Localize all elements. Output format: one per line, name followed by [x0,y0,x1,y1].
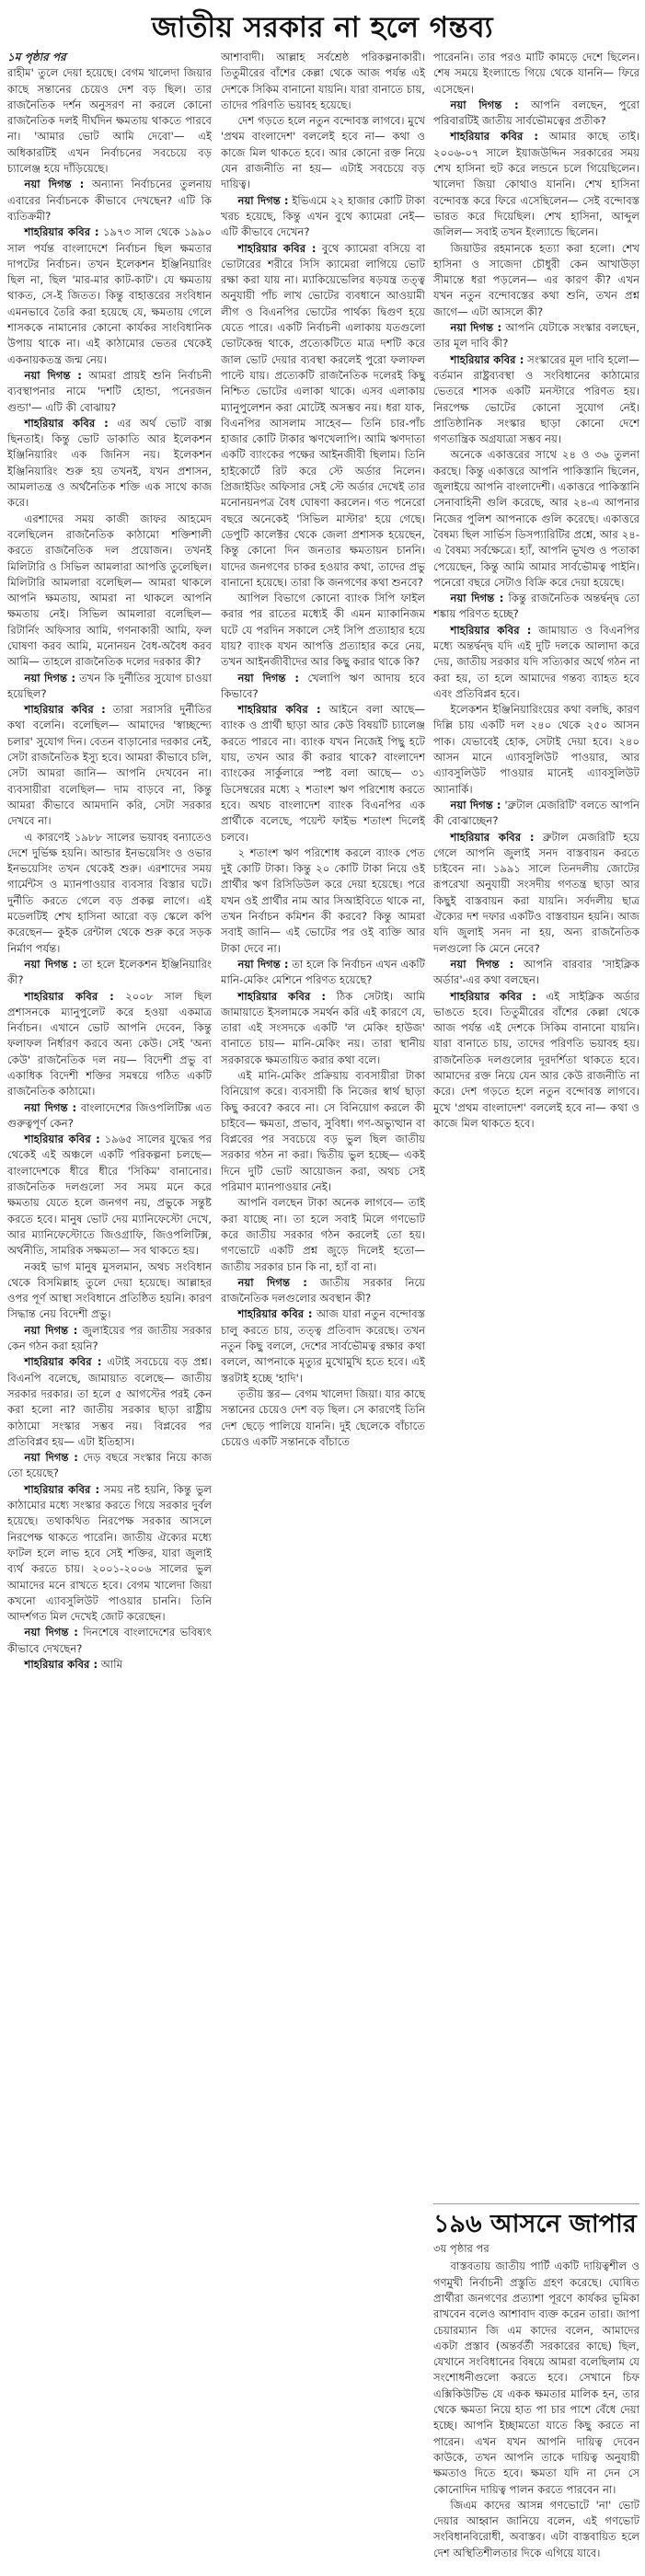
main-headline: জাতীয় সরকার না হলে গন্তব্য [151,11,494,44]
paragraph-text: দেড় বছরে সংস্কার নিয়ে কাজ তো হয়েছে? [7,1451,212,1480]
paragraph [221,113,425,192]
speaker-label: নয়া দিগন্ত : [24,1451,78,1465]
interview-paragraph [221,671,425,703]
interview-paragraph [433,830,639,957]
paragraph-text: তারা সরাসরি দুর্নীতির কথা বলেনি। বলেছিল— আমাদের 'স্বাচ্ছন্দ্যে চলার' সুযোগ দিন। বেতন বাড়ানোর দরকার নেই, সেটা রাজনৈতিক ইস্যু হবে। আমরা কীভাবে চলি, সেটা আমরা জানি— আপনি দেখবেন না। ব্যবসায়ীরা বলেছিল— দাম বাড়বে না, কিন্তু আমরা কীভাবে আমদানি করি, সেটা সরকার দেখবে না। [7,703,212,828]
paragraph-text: ঠিক সেটাই। আমি জামায়াতে ইসলামকে সমর্থন করি এই কারণে যে, তারা এই সংসদকে একটি 'ল মেকিং হাউজ' বানাতে চায়— মানি-মেকিং নয়। তারা স্থানীয় সরকারকে ক্ষমতায়িত করার কথা বলে। [221,989,425,1066]
paragraph-text: ২ শতাংশ ঋণ পরিশোধ করলে ব্যাংক পেত দুই কোটি টাকা। কিন্তু ২০ কোটি টাকা নিয়ে ওই প্রার্থীর ঋণ রিসিডিউল করে দেয়া হয়েছে। পরে যখন ওই প্রার্থীর নাম আর সিআইবিতে থাকে না, তখন নির্বাচন কমিশন কী করবে? কিন্তু আমরা সবাই জানি— এই ভোটের পর ওই ব্যক্তি আর টাকা দেবে না। [221,845,425,955]
interview-paragraph [7,702,212,829]
paragraph [221,1386,425,1450]
paragraph-text: আপিল বিভাগে কোনো ব্যাংক সিপি ফাইল করার পর রাতের মধ্যেই কী এমন ম্যাকানিজম ঘটে যে পরদিন সকালে সেই সিপি প্রত্যাহার হয়ে যায়? ব্যাংক যখন আপত্তি প্রত্যাহার করে নেয়, তখন আইনজীবীদের আর কিছু করার থাকে কি? [221,592,425,669]
interview-paragraph [221,957,425,989]
paragraph-text: এটাই সবচেয়ে বড় প্রশ্ন। বিএনপি বলেছে, জামায়াত বলেছে— জাতীয় সরকার দরকার। তা হলে ৫ আগস্টের পরই কেন করা হলো না? জাতীয় সরকার ছাড়া রাষ্ট্রীয় কাঠামো সংস্কার সম্ভব নয়। বিপ্লবের পর প্রতিবিপ্লব হয়— এটা ইতিহাস। [7,1355,212,1448]
paragraph-text: অনেকে একাত্তরের সাথে ২৪ ও ৩৬ তুলনা করছে। কিন্তু একাত্তরে আপনি পাকিস্তানি ছিলেন, জুলাইয়ে আপনি বাংলাদেশী। একাত্তরে পাকিস্তানি সেনাবাহিনী গুলি করেছে, আর ২৪-এ আপনার নিজের পুলিশ আপনাকে গুলি করেছে। একাত্তরে বৈষম্য ছিল সার্ভিস ডিসপ্যারিটির প্রশ্নে, আর ২৪-এ বৈষম্য সর্বক্ষেত্রে। হ্যাঁ, আপনি ভূখণ্ড ও পতাকা পেয়েছেন, কিন্তু আমি আমার সার্বভৌমত্ব পাইনি। পনেরো বছরে সেটাও বিক্রি করে দেয়া হয়েছে। [433,448,639,589]
interview-paragraph [221,1306,425,1386]
speaker-label: নয়া দিগন্ত : [24,178,85,191]
speaker-label: শাহরিয়ার কবির : [24,1355,102,1369]
interview-paragraph [433,591,639,623]
speaker-label: নয়া দিগন্ত : [450,321,502,335]
paragraph-text: আজ যারা নতুন বন্দোবস্ত চালু করতে চায়, তত্ত্ব প্রতিবাদ করেছে। তখন নতুন কিছু বললে, দেশের সার্বভৌমত্ব রক্ষার কথা বললে, আপনাকে মৃত্যুর মুখোমুখি হতে হবে। এই স্তরটাই হচ্ছে 'হাদি'। [221,1307,425,1385]
paragraph-text: রাহীম' তুলে দেয়া হয়েছে। বেগম খালেদা জিয়ার কাছে সন্তানের চেয়েও দেশ বড় ছিল। তার রাজনৈতিক দর্শন অনুসরণ না করলে কোনো রাজনৈতিক দলই দীর্ঘদিন ক্ষমতায় থাকতে পারবে না। 'আমার ভোট আমি দেবো'— এই অধিকারটিই এখন নির্বাচনের সবচেয়ে বড় চ্যালেঞ্জ হয়ে দাঁড়িয়েছে। [7,66,212,176]
speaker-label: নয়া দিগন্ত : [24,671,76,684]
interview-paragraph [7,1132,212,1259]
speaker-label: শাহরিয়ার কবির : [450,830,535,844]
interview-paragraph [7,1450,212,1482]
interview-paragraph [7,1625,212,1657]
paragraph-text: জাতীয় সরকার নিয়ে রাজনৈতিক দলগুলোর অবস্থান কী? [221,1275,425,1305]
interview-paragraph [221,241,425,592]
interview-paragraph [7,224,212,368]
paragraph-text: আমি [100,1657,123,1671]
paragraph-text: জামায়াত ও বিএনপির মধ্যে অন্তর্দ্বন্দ্ব যদি এই দুটি দলকে আলাদা করে দেয়, জাতীয় সরকার যদি সত্যিকার অর্থে গঠন না করা হয়, তা হলে আমাদের গন্তব্য ব্যাহত হবে এবং প্রতিবিপ্লব হবে। [433,623,639,700]
speaker-label: নয়া দিগন্ত : [450,98,519,111]
speaker-label: শাহরিয়ার কবির : [24,416,109,430]
paragraph-text: ২০০৮ সাল ছিল প্রশাসনকে ম্যানুপুলেট করে হওয়া একমাত্র নির্বাচন। এখানে ভোট আপনি দেবেন, কিন্তু ফলাফল নির্ধারণ করবে অন্য কেউ। সেই 'অন্য কেউ' রাজনৈতিক দল নয়— বিদেশী প্রভু বা একাধিক বিদেশী শক্তির সমন্বয়ে গঠিত একটি রাজনৈতিক কাঠামো। [7,989,212,1098]
paragraph-text: আশাবাদী। আল্লাহ সর্বশ্রেষ্ঠ পরিকল্পনাকারী। তিতুমীরের বাঁশের কেল্লা থেকে আজ পর্যন্ত এই দেশকে সিকিম বানানো যায়নি। যারা বানাতে চায়, তাদের পরিণতি ভয়াবহ হয়েছে। [221,51,425,111]
paragraph-text: জিয়াউর রহমানকে হত্যা করা হলো। শেখ হাসিনা ও সাজেদা চৌধুরী কেন আখাউড়া সীমান্তে ধরা পড়লেন— এর কারণ কী? এখন যখন নতুন বন্দোবস্তের কথা শুনি, তখন প্রশ্ন জাগে— এটা আসলে কী? [433,241,639,318]
paragraph [7,1259,212,1323]
paragraph-text: অন্যান্য নির্বাচনের তুলনায় এবারের নির্বাচনকে কীভাবে দেখছেন? এটি কি ব্যতিক্রমী? [7,178,212,223]
speaker-label: শাহরিয়ার কবির : [24,1133,100,1146]
speaker-label: নয়া দিগন্ত : [450,798,501,811]
article-column-3 [433,50,639,2561]
interview-paragraph [7,416,212,512]
paragraph-text: তখন কি দুর্নীতির সুযোগ চাওয়া হয়েছিল? [7,671,212,700]
speaker-label: নয়া দিগন্ত : [24,1323,78,1337]
speaker-label: শাহরিয়ার কবির : [24,1657,98,1671]
interview-paragraph [433,989,639,1133]
interview-paragraph [7,989,212,1100]
paragraph [433,50,639,98]
continued-from-label: ১ম পৃষ্ঠার পর [7,51,66,63]
interview-paragraph [7,671,212,703]
paragraph-text: এই মানি-মেকিং প্রক্রিয়ায় ব্যবসায়ীরা টাকা বিনিয়োগ করে। ব্যবসায়ী কি নিজের স্বার্থ ছাড়া কিছু করবে? করবে না। সে বিনিয়োগ করলে কী চাইবে— ক্ষমতা, প্রভাব, সুবিধা। গণ-অভ্যুত্থান বা বিপ্লবের পর সবচেয়ে বড় ভুল ছিল জাতীয় সরকার গঠন না করা। দ্বিতীয় ভুল হচ্ছে— একই দিনে দুটি ভোট আয়োজন করা, অথচ সেই পরিমাণ ম্যানপাওয়ার নেই। [221,1069,425,1194]
paragraph: বাস্তবতায় জাতীয় পার্টি একটি দায়িত্বশীল ও গণমুখী নির্বাচনী প্রস্তুতি গ্রহণ করেছে। ঘোষিত প্রার্থীরা জনগণের প্রত্যাশা পূরণে কার্যকর ভূমিকা রাখবেন বলেও আশাবাদ ব্যক্ত করেন তারা। জাপা চেয়ারম্যান জি এম কাদের বলেন, আমাদের একটা প্রস্তাব (অন্তর্বর্তী সরকারের কাছে) ছিল, যেখানে সংবিধানের বিষয়ে আমরা বলেছিলাম যে সংশোধনীগুলো করতে হবে। সেখানে চিফ এক্সিকিউটিভ যে একক ক্ষমতার মালিক হন, তার থেকে ক্ষমতা নিয়ে হাত পা চার পাশে বেঁধে দেয়া হচ্ছে। আপনি ইচ্ছামতো যাতে কিছু করতে না পারেন। এখন যখন আপনি দায়িত্ব দেবেন কাউকে, তখন আপনি তাকে দায়িত্ব অনুযায়ী ক্ষমতাও দিতে হবে। ক্ষমতা যদি না দেন সে কোনোদিন দায়িত্ব পালন করতে পারবেন না। [433,2260,639,2496]
paragraph-text: সংস্কারের মূল দাবি হলো— বর্তমান রাষ্ট্রব্যবস্থা ও সংবিধানের কাঠামোর ভেতরে শাসক একটি মনস্টারে পরিণত হয়। নিরপেক্ষ ভোটের কোনো সুযোগ নেই। প্রাতিষ্ঠানিক সংস্কার ছাড়া কোনো দেশে গণতান্ত্রিক অগ্রযাত্রা সম্ভব নয়। [433,352,639,446]
speaker-label: শাহরিয়ার কবির : [24,225,99,239]
interview-paragraph [7,177,212,224]
second-article [433,2198,639,2561]
interview-paragraph [7,1354,212,1450]
interview-paragraph [7,368,212,416]
interview-paragraph [433,352,639,448]
speaker-label: নয়া দিগন্ত : [24,1626,78,1639]
paragraph-text: আপনি যেটাকে সংস্কার বলছেন, তার মূল দাবি কী? [433,321,639,351]
speaker-label: শাহরিয়ার কবির : [450,130,538,144]
paragraph [221,50,425,113]
paragraph [433,702,639,798]
paragraph [221,1068,425,1195]
article-column-1 [7,50,212,2561]
paragraph-text: পারেননি। তার পরও মাটি কামড়ে দেশে ছিলেন। শেষ সময়ে ইংল্যান্ডে গিয়ে থেকে যাননি— ফিরে এসেছেন। [433,51,639,96]
speaker-label: নয়া দিগন্ত : [237,1275,307,1289]
paragraph-text: ১৯৭৩ সাল থেকে ১৯৯০ সাল পর্যন্ত বাংলাদেশে নির্বাচন ছিল ক্ষমতার দাপটের নির্বাচন। তখন ইলেকশন ইঞ্জিনিয়ারিং ছিল না, ছিল 'মার-মার কাট-কাট'। যে ক্ষমতায় থাকত, সে-ই জিতত। কিন্তু বাহাত্তরের সংবিধান এমনভাবে তৈরি করা হয়েছে যে, ক্ষমতায় গেলে শাসককে নামানোর কোনো কার্যকর সাংবিধানিক উপায় থাকে না। এই কাঠামোর ভেতর থেকেই একনায়কতন্ত্র জন্ম নেয়। [7,225,212,366]
interview-paragraph [7,1100,212,1133]
paragraph-text: ইভিএমে ২২ হাজার কোটি টাকা খরচ হয়েছে, কিন্তু এখন বুথে ক্যামেরা নেই— এটি কীভাবে দেখেন? [221,193,425,239]
paragraph [221,591,425,670]
paragraph [7,830,212,957]
interview-paragraph [433,129,639,240]
paragraph-text: তা হলে কি নির্বাচন এখন একটি মানি-মেকিং মেশিনে পরিণত হয়েছে? [221,957,425,987]
speaker-label: নয়া দিগন্ত : [237,671,299,684]
speaker-label: শাহরিয়ার কবির : [24,989,114,1003]
paragraph [433,447,639,591]
paragraph-text: বুথে ক্যামেরা বসিয়ে বা ভোটারের শরীরে সিসি ক্যামেরা লাগিয়ে ভোট রক্ষা করা যায় না। ম্যাকিয়েভেলির ষড়যন্ত্র তত্ত্ব অনুযায়ী পাঁচ লাখ ভোটের ব্যবধানে আওয়ামী লীগ ও বিএনপির ভোটের পার্থক্য দ্বিগুণ হয়ে যেতে পারে। একটি নির্বাচনী এলাকায় যতগুলো ভোটকেন্দ্র থাকে, প্রত্যেকটিতে মাত্র দশটি করে জাল ভোট দেয়ার ব্যবস্থা করলেই পুরো ফলাফল পাল্টে যায়। প্রত্যেকটি রাজনৈতিক দলেরই কিছু নিশ্চিত ভোটের এলাকা থাকে। এসব এলাকায় ম্যানুপুলেশন করা মোটেই অসম্ভব নয়। ধরা যাক, বিএনপির আসলাম সাহেব— তিনি চার-পাঁচ হাজার কোটি টাকার ঋণখেলাপি। আমি ঋণদাতা একটি ব্যাংকের পক্ষের আইনজীবী ছিলাম। তিনি হাইকোর্টে রিট করে স্টে অর্ডার নিলেন। প্রিজাইডিং অফিসার সেই স্টে অর্ডার দেখেই তার মনোনয়নপত্র বৈধ ঘোষণা করলেন। গত পনেরো বছরে অনেকেই 'সিভিল মাস্টার' হয়ে গেছে। ডেপুটি কালেক্টর থেকে জেলা প্রশাসক হয়েছেন, কিন্তু কোনো দিন জনতার ক্ষমতায়ন চাননি। যাদের জনগণের চাকর হওয়ার কথা, তাদের প্রভু বানানো হয়েছে। তারা কি জনগণের কথা শুনবে? [221,241,425,589]
paragraph [7,65,212,177]
interview-paragraph [433,98,639,130]
interview-paragraph [433,957,639,989]
interview-paragraph [7,1482,212,1626]
interview-paragraph [7,1657,212,1673]
paragraph-text: বাংলাদেশের জিওপলিটিক্স এত গুরুত্বপূর্ণ কেন? [7,1100,212,1130]
paragraph-text: এর অর্থ ভোট বাক্স ছিনতাই। কিন্তু ভোট ডাকাতি আর ইলেকশন ইঞ্জিনিয়ারিং এক জিনিস নয়। ইলেকশন ইঞ্জিনিয়ারিং শুরু হয় তখনই, যখন প্রশাসন, আমলাতন্ত্র ও অর্থনৈতিক শক্তি এক সাথে কাজ করে। [7,416,212,510]
paragraph-text: দিনশেষে বাংলাদেশের ভবিষ্যৎ কীভাবে দেখছেন? [7,1626,212,1655]
paragraph-text: ইলেকশন ইঞ্জিনিয়ারিংয়ের কথা বলছি, কারণ দিল্লি চায় একটি দল ২৪০ থেকে ২৫০ আসন পাক। যেভাবেই হোক, সেটাই দেয়া হবে। ২৪০ আসন মানে এ্যাবসুলিউট পাওয়ার, আর এ্যাবসুলিউট পাওয়ার মানেই এ্যাবসুলিউট অ্যানার্কি। [433,703,639,796]
speaker-label: নয়া দিগন্ত : [237,957,289,971]
speaker-label: নয়া দিগন্ত : [24,957,77,971]
paragraph-text: নব্বই ভাগ মানুষ মুসলমান, অথচ সংবিধান থেকে বিসমিল্লাহ তুলে দেয়া হয়েছে। আল্লাহর ওপর পূর্ণ আস্থা সংবিধানে প্রতিষ্ঠিত হয়নি। কারণ সিদ্ধান্ত নেয় বিদেশী প্রভু। [7,1259,212,1321]
paragraph [433,241,639,320]
paragraph-text: তৃতীয় স্তর— বেগম খালেদা জিয়া। যার কাছে সন্তানের চেয়েও দেশ বড় ছিল। সে কারণেই তিনি দেশ ছেড়ে পালিয়ে যাননি। দুই ছেলেকে বাঁচাতে চেয়েও একটি সন্তানকে বাঁচাতে [221,1386,425,1448]
speaker-label: শাহরিয়ার কবির : [450,352,524,366]
speaker-label: নয়া দিগন্ত : [237,193,289,207]
paragraph: জিএম কাদের আসন্ন গণভোটে 'না' ভোট দেয়ার আহ্বান জানিয়ে বলেন, এই গণভোট সংবিধানবিরোধী, অবাস্তব। এটা বাস্তবায়িত হলে দেশ অস্থিতিশীলতার দিকে এগিয়ে যাবে। [433,2498,639,2559]
divider [433,2203,639,2204]
paragraph [221,1195,425,1274]
second-article-continued-label: ৩য় পৃষ্ঠার পর [433,2242,490,2256]
speaker-label: নয়া দিগন্ত : [450,592,504,605]
speaker-label: শাহরিয়ার কবির : [237,989,326,1003]
speaker-label: শাহরিয়ার কবির : [24,703,106,717]
interview-paragraph [433,320,639,352]
interview-paragraph [433,798,639,830]
paragraph-text: আপনি বলছেন টাকা অনেক লাগবে— তাই করা যাচ্ছে না। তা হলে সবাই মিলে গণভোট করে জাতীয় সরকার গঠন করলেই তো হয়। গণভোটে একটি প্রশ্ন জুড়ে দিলেই হতো— জাতীয় সরকার চান কি না, হ্যাঁ বা না। [221,1196,425,1273]
paragraph-text: আপনি বারবার 'সাইক্লিক অর্ডার'-এর কথা বলছেন। [433,957,639,987]
paragraph-text: আইনে বলা আছে— ব্যাংক ও প্রার্থী ছাড়া আর কেউ বিষয়টি চ্যালেঞ্জ করতে পারবে না। ব্যাংক যখন নিজেই পিছু হটে যায়, তখন আর কী করার থাকে? বাংলাদেশ ব্যাংকের সার্কুলারে স্পষ্ট বলা আছে— ৩১ ডিসেম্বরের মধ্যে ২ শতাংশ ঋণ পরিশোধ করতে হবে। অথচ বাংলাদেশ ব্যাংক বিএনপির এক প্রার্থীকে বলেছে, পয়েন্ট ফাইভ শতাংশ দিলেই চলবে। [221,703,425,844]
interview-paragraph [7,1323,212,1355]
speaker-label: নয়া দিগন্ত : [450,957,514,971]
paragraph-text: 'ব্রুটাল মেজরিটি' বলতে আপনি কী বোঝাচ্ছেন? [433,798,639,828]
interview-paragraph [7,957,212,989]
interview-paragraph [221,702,425,845]
paragraph [221,845,425,957]
speaker-label: নয়া দিগন্ত : [24,1100,77,1114]
second-article-headline: ১৯৬ আসনে জাপার [433,2210,637,2239]
interview-paragraph [433,623,639,702]
paragraph-text: দেশ গড়তে হলে নতুন বন্দোবস্ত লাগবে। মুখে 'প্রথম বাংলাদেশ' বললেই হবে না— কথা ও কাজে মিল থাকতে হবে। আর কোনো রক্ত নিয়ে যেন রাজনীতি না হয়— এটাই সবচেয়ে বড় দায়িত্ব। [221,114,425,191]
paragraph-text: আমার কাছে তাই। ২০০৬-০৭ সালে ইয়াজউদ্দিন সরকারের সময় শেখ হাসিনা হুট করে লন্ডনে চলে গিয়েছিলেন। খালেদা জিয়া কোথাও যাননি। শেখ হাসিনা বন্দোবস্ত করে ফিরে এসেছিলেন— সেই বন্দোবস্ত ভারত করে দিয়েছিল। শেখ হাসিনা, আব্দুল জলিল— সবাই তখন ইংল্যান্ডে ছিলেন। [433,130,639,239]
speaker-label: শাহরিয়ার কবির : [237,703,321,717]
paragraph-text: তা হলে ইলেকশন ইঞ্জিনিয়ারিং কী? [7,957,212,987]
paragraph-text: এ কারণেই ১৯৮৮ সালের ভয়াবহ বন্যাতেও দেশে দুর্ভিক্ষ হয়নি। আন্ডার ইনভয়েসিং ও ওভার ইনভয়েসিং তখন থেকেই শুরু। এরশাদের সময় গার্মেন্টস ও ম্যানপাওয়ার ব্যবসার বিস্তার ঘটে। দুর্নীতি করতে গেলে বড় প্রকল্প লাগে। এই মডেলটিই শেখ হাসিনা আরো বড় স্কেলে কপি করেছেন— কুইক রেন্টাল থেকে শুরু করে সড়ক নির্মাণ পর্যন্ত। [7,830,212,955]
paragraph-text: এই সাইক্লিক অর্ডার ভাঙতে হবে। তিতুমীরের বাঁশের কেল্লা থেকে আজ পর্যন্ত এই দেশকে সিকিম বানানো যায়নি। যারা বানাতে চায়, তাদের পরিণতি ভয়াবহ হয়। রাজনৈতিক দলগুলোর দূরদর্শিতা থাকতে হবে। আমাদের রক্ত নিয়ে যেন আর কেউ রাজনীতি না করে। দেশ গড়তে হলে নতুন বন্দোবস্ত লাগবে। মুখে 'প্রথম বাংলাদেশ' বললেই হবে না— কথা ও কাজে মিল থাকতে হবে। [433,989,639,1130]
interview-paragraph [221,1275,425,1307]
speaker-label: শাহরিয়ার কবির : [237,1307,313,1321]
paragraph-text: ১৯৬৫ সালের যুদ্ধের পর থেকেই এই অঞ্চলে একটি পরিকল্পনা চলছে— বাংলাদেশকে ধীরে ধীরে 'সিকিম' বানানোর। রাজনৈতিক দলগুলো সব সময় মনে করে ক্ষমতায় যেতে হলে জনগণ নয়, প্রভুকে সন্তুষ্ট করতে হবে। মানুষ ভোট দেয় ম্যানিফেস্টো দেখে, আর ম্যানিফেস্টোতে জিওগ্রাফি, জিওপলিটিক্স, অর্থনীতি, সামরিক সক্ষমতা— সব থাকতে হয়। [7,1133,212,1258]
interview-paragraph [221,989,425,1068]
speaker-label: শাহরিয়ার কবির : [450,623,532,637]
speaker-label: নয়া দিগন্ত : [24,368,82,382]
paragraph [7,512,212,671]
paragraph-text: আমরা প্রায়ই শুনি নির্বাচনী ব্যবস্থাপনার নামে 'দশটি হোন্ডা, পনেরজন গুন্ডা'— এটি কী বোঝায়? [7,368,212,414]
article-column-2 [221,50,425,2561]
paragraph-text: জুলাইয়ের পর জাতীয় সরকার কেন গঠন করা হয়নি? [7,1323,212,1353]
paragraph-text: আপনি বলছেন, পুরো পরিবারটিই জাতীয় সার্বভৌমত্বের প্রতীক? [433,98,639,128]
speaker-label: শাহরিয়ার কবির : [237,241,317,255]
paragraph-text: খেলাপি ঋণ আদায় হবে কিভাবে? [221,671,425,700]
paragraph-text: সময় নষ্ট হয়নি, কিন্তু ভুল কাঠামোর মধ্যে সংস্কার করতে গিয়ে সরকার দুর্বল হয়েছে। তথাকথিত নিরপেক্ষ সরকার আসলে নিরপেক্ষ থাকতে পারেনি। জাতীয় ঐক্যের মধ্যে ফাটল হলে লাভ হবে সেই শক্তির, যারা জুলাই ব্যর্থ করতে চায়। ২০০১-২০০৬ সালের ভুল আমাদের মনে রাখতে হবে। বেগম খালেদা জিয়া কখনো এ্যাবসুলিউট পাওয়ার চাননি। তিনি আদর্শগত মিল দেখেই জোট করেছেন। [7,1482,212,1624]
interview-paragraph [221,193,425,241]
paragraph-text: এরশাদের সময় কাজী জাফর আহমেদ বলেছিলেন রাজনৈতিক কাঠামো শক্তিশালী করতে রাজনৈতিক দল প্রয়োজন। তখনই মিলিটারি ও সিভিল আমলারা আপত্তি তুলেছিল। মিলিটারি আমলারা বলেছিল— আমরা থাকলে আপনি ক্ষমতায়, আমরা না থাকলে আপনি ক্ষমতায় নেই। সিভিল আমলারা বলেছিল— রিটার্নিং অফিসার আমি, গণনাকারী আমি, ফল ঘোষণা করব আমি, মনোনয়ন বৈধ-অবৈধ করব আমি— তাহলে রাজনৈতিক দলের দরকার কী? [7,512,212,669]
speaker-label: শাহরিয়ার কবির : [24,1482,100,1496]
paragraph-text: কিন্তু রাজনৈতিক অন্তর্দ্বন্দ্ব তো শঙ্কায় পরিণত হচ্ছে? [433,592,639,621]
speaker-label: শাহরিয়ার কবির : [450,989,536,1003]
paragraph-text: ব্রুটাল মেজরিটি হয়ে গেলে আপনি জুলাই সনদ বাস্তবায়ন করতে চাইবেন না। ১৯৯১ সালে তিনদলীয় জোটের রূপরেখা অনুযায়ী সংসদীয় গণতন্ত্র ছাড়া আর কিছুই বাস্তবায়ন করা যায়নি। সর্বদলীয় ছাত্র ঐক্যের দশ দফার একটিও বাস্তবায়ন হয়নি। আজ যদি জুলাই সনদ না হয়, অন্য রাজনৈতিক দলগুলো কি মেনে নেবে? [433,830,639,955]
